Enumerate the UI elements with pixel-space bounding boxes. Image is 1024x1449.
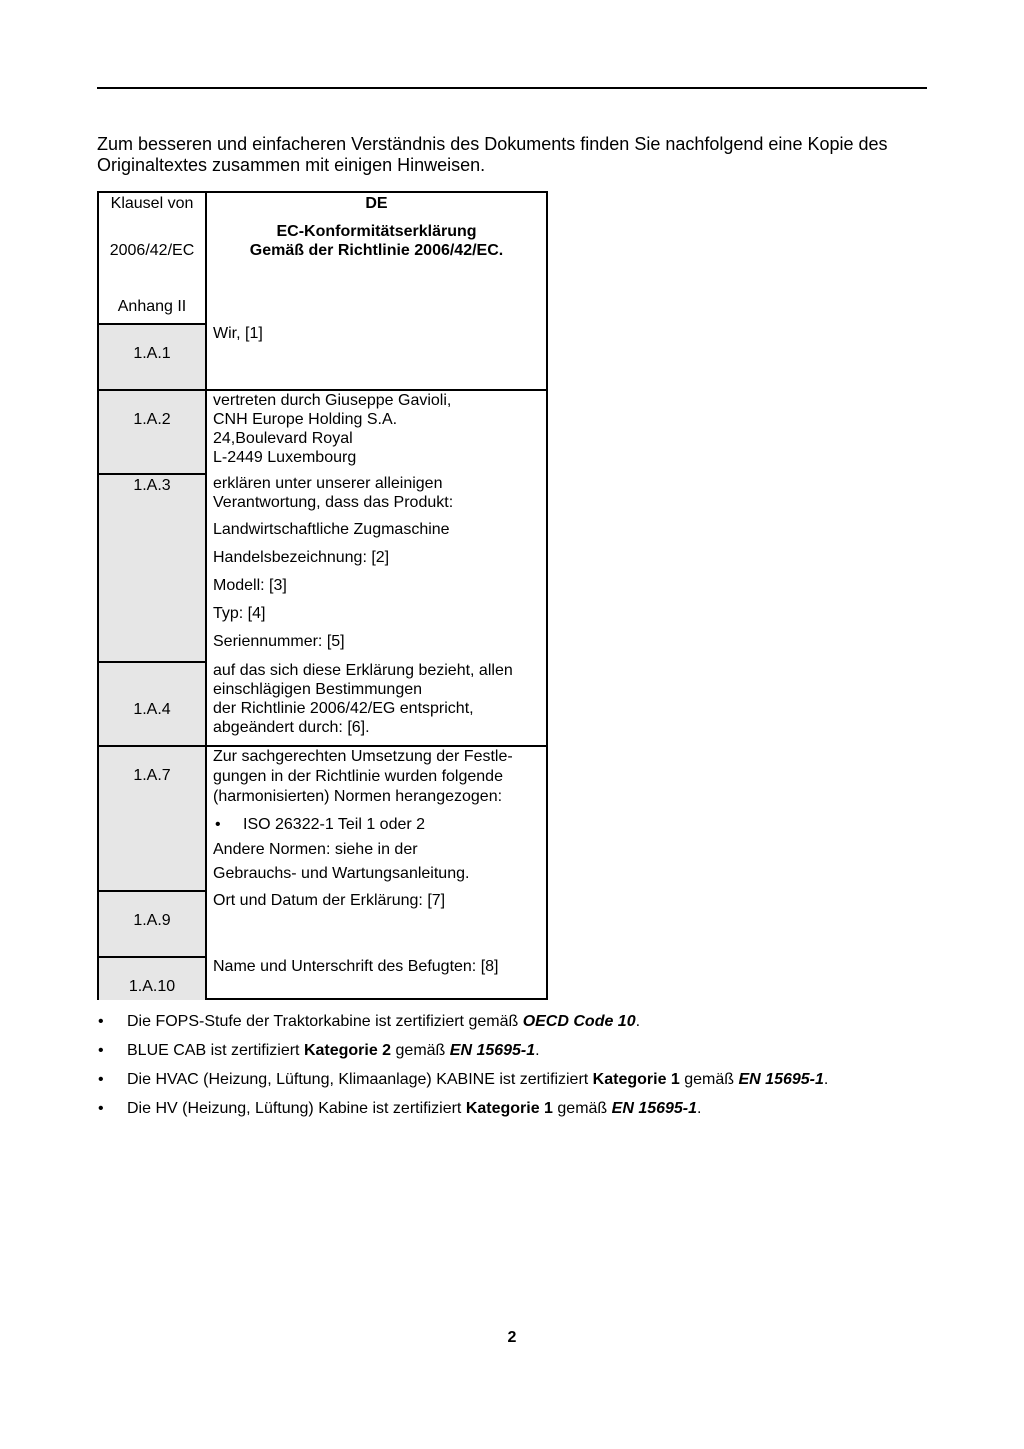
declaration-cell xyxy=(207,389,546,473)
serial-number-field: Seriennummer: [5] xyxy=(213,633,345,650)
top-rule xyxy=(97,87,927,89)
header-title: EC-Konformitätserklärung xyxy=(276,223,477,240)
note-text: gemäß xyxy=(391,1042,450,1059)
declaration-text xyxy=(213,391,451,467)
clause-cell xyxy=(99,890,207,956)
bullet-dot: • xyxy=(98,1100,104,1117)
clause-cell xyxy=(99,745,207,890)
note-item xyxy=(97,1040,977,1069)
declaration-line: Verantwortung, dass das Produkt: xyxy=(213,494,454,511)
header-language: DE xyxy=(365,195,388,212)
header-clause-line: 2006/42/EC xyxy=(109,242,195,259)
clause-number: 1.A.1 xyxy=(133,345,171,362)
note-end: . xyxy=(535,1042,540,1059)
declaration-line: vertreten durch Giuseppe Gavioli, xyxy=(213,392,452,409)
note-standard: OECD Code 10 xyxy=(522,1013,636,1030)
note-text: gemäß xyxy=(679,1071,739,1088)
certification-notes xyxy=(97,1011,977,1127)
declaration-cell xyxy=(207,661,546,745)
clause-cell xyxy=(99,473,207,661)
note-end: . xyxy=(635,1013,641,1030)
note-category: Kategorie 2 xyxy=(303,1042,392,1059)
declaration-text xyxy=(213,661,513,737)
note-category: Kategorie 1 xyxy=(465,1100,553,1117)
bullet-dot: • xyxy=(98,1071,104,1088)
page-number: 2 xyxy=(507,1329,517,1346)
clause-cell xyxy=(99,389,207,473)
header-title-cell xyxy=(207,193,546,323)
declaration-line: abgeändert durch: [6]. xyxy=(213,719,370,736)
place-date-field: Ort und Datum der Erklärung: [7] xyxy=(213,892,446,909)
declaration-line: der Richtlinie 2006/42/EG entspricht, xyxy=(213,700,474,717)
declaration-line: (harmonisierten) Normen herangezogen: xyxy=(213,788,503,805)
model-field: Modell: [3] xyxy=(213,577,287,594)
note-text: BLUE CAB ist zertifiziert xyxy=(127,1042,304,1059)
declaration-line: L-2449 Luxembourg xyxy=(213,449,357,466)
declaration-table xyxy=(97,191,548,1000)
declaration-line: Gebrauchs- und Wartungsanleitung. xyxy=(213,865,470,882)
bullet-dot: • xyxy=(215,816,221,833)
standard-item: ISO 26322-1 Teil 1 oder 2 xyxy=(243,816,426,833)
declaration-cell xyxy=(207,473,546,661)
declaration-line: 24,Boulevard Royal xyxy=(213,430,353,447)
declaration-line: einschlägigen Bestimmungen xyxy=(213,681,423,698)
declaration-line: Wir, [1] xyxy=(213,325,263,342)
clause-cell xyxy=(99,323,207,389)
clause-cell xyxy=(99,956,207,1000)
intro-paragraph: Zum besseren und einfacheren Verständnis des Dokuments finden Sie nachfolgend eine Kopie des Originaltextes zusammen mit einigen Hinweisen. xyxy=(97,134,888,175)
declaration-line: erklären unter unserer alleinigen xyxy=(213,475,443,492)
bullet-dot: • xyxy=(98,1042,104,1059)
note-standard: EN 15695-1 xyxy=(738,1071,824,1088)
header-subtitle: Gemäß der Richtlinie 2006/42/EC. xyxy=(249,242,504,259)
clause-number: 1.A.3 xyxy=(133,477,171,494)
note-text: Die HV (Heizung, Lüftung) Kabine ist zertifiziert xyxy=(127,1100,466,1117)
trade-name-field: Handelsbezeichnung: [2] xyxy=(213,549,390,566)
note-standard: EN 15695-1 xyxy=(449,1042,536,1059)
declaration-line: auf das sich diese Erklärung bezieht, allen xyxy=(213,662,513,679)
header-clause-cell xyxy=(99,193,207,323)
header-clause-line: Anhang II xyxy=(117,298,187,315)
clause-number: 1.A.2 xyxy=(133,411,171,428)
note-end: . xyxy=(823,1071,829,1088)
declaration-line: CNH Europe Holding S.A. xyxy=(213,411,398,428)
note-category: Kategorie 1 xyxy=(592,1071,680,1088)
note-text: Die FOPS-Stufe der Traktorkabine ist zertifiziert gemäß xyxy=(127,1013,523,1030)
clause-number: 1.A.4 xyxy=(133,701,171,718)
declaration-line: Andere Normen: siehe in der xyxy=(213,841,418,858)
declaration-cell xyxy=(207,890,546,956)
declaration-cell xyxy=(207,323,546,389)
note-item xyxy=(97,1011,977,1040)
declaration-line: Zur sachgerechten Umsetzung der Festle- xyxy=(213,748,513,765)
clause-number: 1.A.10 xyxy=(128,978,176,995)
note-item xyxy=(97,1069,977,1098)
clause-cell xyxy=(99,661,207,745)
declaration-cell xyxy=(207,956,546,1000)
declaration-cell xyxy=(207,745,546,890)
declaration-line: gungen in der Richtlinie wurden folgende xyxy=(213,768,503,785)
note-end: . xyxy=(697,1100,702,1117)
signature-field: Name und Unterschrift des Befugten: [8] xyxy=(213,958,499,975)
note-text: gemäß xyxy=(552,1100,612,1117)
bullet-dot: • xyxy=(98,1013,104,1030)
note-item xyxy=(97,1098,977,1127)
product-type: Landwirtschaftliche Zugmaschine xyxy=(213,521,450,538)
header-clause-line: Klausel von xyxy=(110,195,194,212)
note-standard: EN 15695-1 xyxy=(611,1100,698,1117)
note-text: Die HVAC (Heizung, Lüftung, Klimaanlage) KABINE ist zertifiziert xyxy=(127,1071,593,1088)
type-field: Typ: [4] xyxy=(213,605,266,622)
clause-number: 1.A.9 xyxy=(133,912,171,929)
clause-number: 1.A.7 xyxy=(133,767,171,784)
